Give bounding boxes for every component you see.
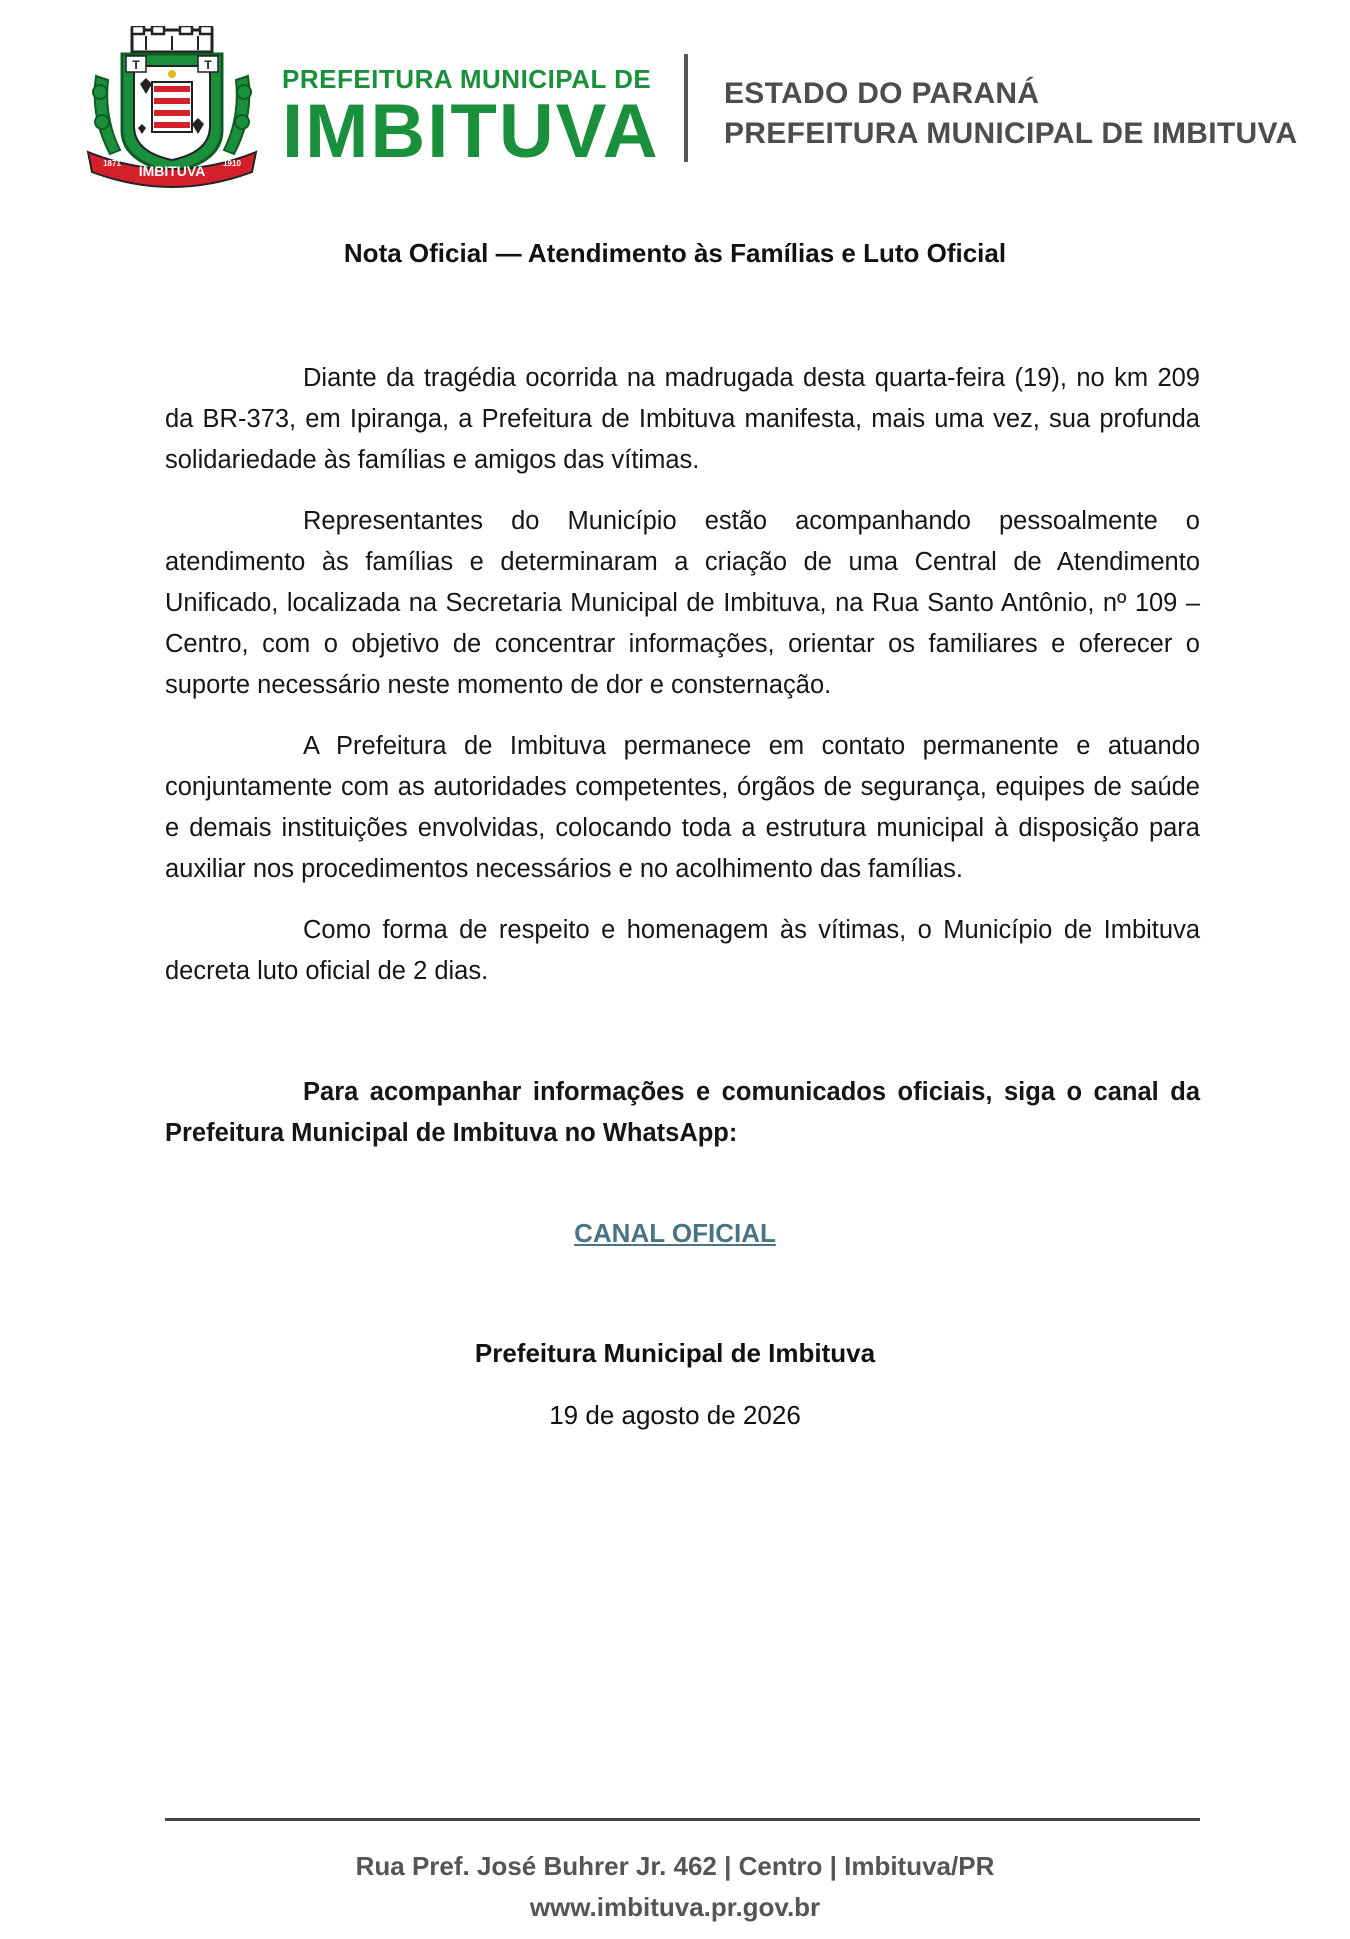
paragraph-4: Como forma de respeito e homenagem às vítimas, o Município de Imbituva decreta luto oficial de 2 dias. bbox=[165, 916, 1200, 985]
document-title: Nota Oficial — Atendimento às Famílias e Luto Oficial bbox=[343, 238, 1007, 268]
follow-text: Para acompanhar informações e comunicados oficiais, siga o canal da Prefeitura Municipal de Imbituva no WhatsApp: bbox=[165, 1078, 1200, 1147]
brand-line2: IMBITUVA bbox=[282, 89, 660, 174]
svg-text:1910: 1910 bbox=[223, 159, 241, 168]
footer-divider bbox=[165, 1818, 1200, 1821]
paragraph-3: A Prefeitura de Imbituva permanece em contato permanente e atuando conjuntamente com as autoridades competentes, órgãos de segurança, equipes de saúde e demais instituições envolvidas, colocando toda a estrutura municipal à disposição para auxiliar nos procedimentos necessários e no acolhimento das famílias. bbox=[165, 732, 1200, 883]
document-date: 19 de agosto de 2026 bbox=[549, 1400, 801, 1430]
svg-text:T: T bbox=[204, 58, 212, 72]
footer-website: www.imbituva.pr.gov.br bbox=[529, 1892, 821, 1922]
paragraph-1: Diante da tragédia ocorrida na madrugada desta quarta-feira (19), no km 209 da BR-373, em Ipiranga, a Prefeitura de Imbituva manifesta, mais uma vez, sua profunda solidariedade às famílias e amigos das vítimas. bbox=[165, 364, 1200, 474]
document-body bbox=[165, 358, 1200, 1174]
svg-text:IMBITUVA: IMBITUVA bbox=[138, 163, 206, 179]
signature: Prefeitura Municipal de Imbituva bbox=[474, 1338, 876, 1368]
state-block bbox=[724, 74, 1298, 154]
link-container bbox=[0, 1218, 1350, 1249]
header-divider bbox=[684, 54, 688, 162]
letterhead bbox=[0, 0, 1350, 200]
coat-of-arms-icon bbox=[86, 26, 258, 191]
svg-text:1871: 1871 bbox=[103, 159, 121, 168]
paragraph-2: Representantes do Município estão acompanhando pessoalmente o atendimento às famílias e determinaram a criação de uma Central de Atendimento Unificado, localizada na Secretaria Municipal de Imbituva, na Rua Santo Antônio, nº 109 – Centro, com o objetivo de concentrar informações, orientar os familiares e oferecer o suporte necessário neste momento de dor e consternação. bbox=[165, 507, 1200, 699]
state-line1: ESTADO DO PARANÁ bbox=[724, 77, 1040, 110]
brand-wordmark bbox=[282, 64, 660, 172]
footer bbox=[0, 1846, 1350, 1928]
brand-line1: PREFEITURA MUNICIPAL DE bbox=[282, 64, 652, 94]
svg-text:T: T bbox=[132, 58, 140, 72]
official-channel-link[interactable]: CANAL OFICIAL bbox=[574, 1218, 776, 1248]
state-line2: PREFEITURA MUNICIPAL DE IMBITUVA bbox=[724, 117, 1298, 150]
footer-address: Rua Pref. José Buhrer Jr. 462 | Centro | Imbituva/PR bbox=[355, 1851, 995, 1881]
